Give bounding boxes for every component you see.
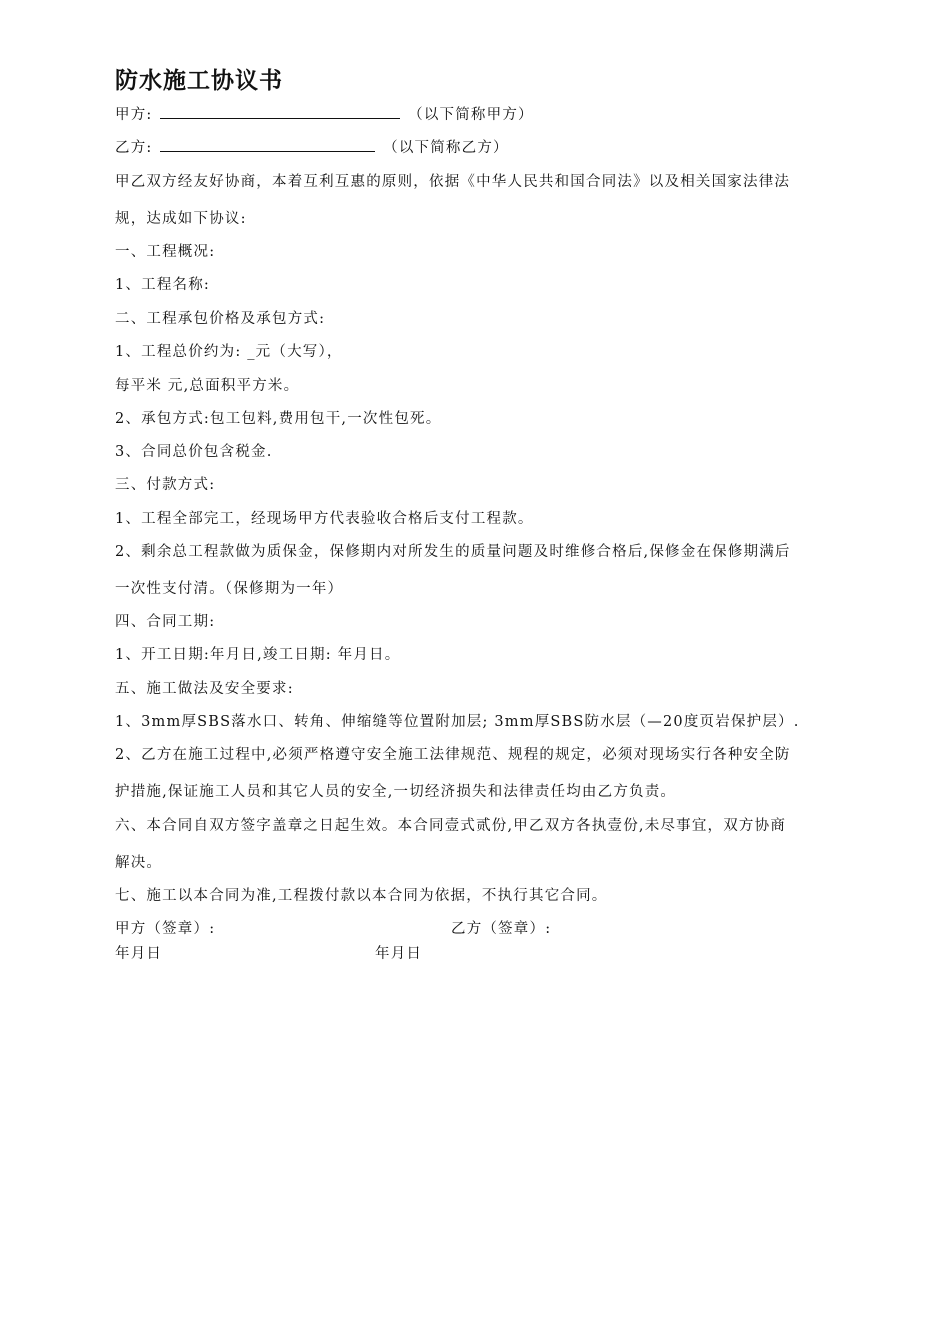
section-3-item-1: 1、工程全部完工，经现场甲方代表验收合格后支付工程款。	[115, 511, 534, 527]
section-3-heading: 三、付款方式:	[115, 477, 216, 493]
section-2-item-1: 1、工程总价约为: _元（大写），	[115, 344, 343, 360]
section-2-item-2: 2、承包方式:包工包料,费用包干,一次性包死。	[115, 411, 442, 427]
section-5-item-2a: 2、乙方在施工过程中,必须严格遵守安全施工法律规范、规程的规定，必须对现场实行各种安全防	[115, 747, 791, 763]
party-b-date: 年月日	[375, 946, 423, 962]
party-b-signature-label: 乙方（签章）:	[451, 921, 552, 937]
document-title: 防水施工协议书	[115, 67, 283, 94]
section-4-item-1: 1、开工日期:年月日,竣工日期: 年月日。	[115, 647, 401, 663]
party-a-line	[115, 103, 534, 124]
section-3-item-2a: 2、剩余总工程款做为质保金，保修期内对所发生的质量问题及时维修合格后,保修金在保修期满后	[115, 544, 791, 560]
party-b-line	[115, 136, 509, 157]
section-6-line-a: 六、本合同自双方签字盖章之日起生效。本合同壹式贰份,甲乙双方各执壹份,未尽事宜，双方协商	[115, 818, 787, 834]
party-a-suffix: （以下简称甲方）	[408, 107, 534, 123]
section-7: 七、施工以本合同为准,工程拨付款以本合同为依据，不执行其它合同。	[115, 888, 608, 904]
party-a-date: 年月日	[115, 946, 163, 962]
section-2-heading: 二、工程承包价格及承包方式:	[115, 311, 326, 327]
section-2-item-1b: 每平米 元,总面积平方米。	[115, 378, 300, 394]
section-4-heading: 四、合同工期:	[115, 614, 216, 630]
party-b-suffix: （以下简称乙方）	[383, 140, 509, 156]
section-2-item-3: 3、合同总价包含税金.	[115, 444, 273, 460]
section-1-item-1: 1、工程名称:	[115, 277, 211, 293]
section-5-item-2b: 护措施,保证施工人员和其它人员的安全,一切经济损失和法律责任均由乙方负责。	[115, 784, 677, 800]
party-a-blank	[160, 105, 400, 119]
section-5-heading: 五、施工做法及安全要求:	[115, 681, 294, 697]
section-1-heading: 一、工程概况:	[115, 244, 216, 260]
section-3-item-2b: 一次性支付清。（保修期为一年）	[115, 581, 344, 597]
party-a-label: 甲方:	[115, 107, 153, 123]
section-6-line-b: 解决。	[115, 855, 163, 871]
party-a-signature-label: 甲方（签章）:	[115, 921, 216, 937]
party-b-label: 乙方:	[115, 140, 153, 156]
party-b-blank	[160, 138, 375, 152]
intro-line-1: 甲乙双方经友好协商，本着互利互惠的原则，依据《中华人民共和国合同法》以及相关国家法律法	[115, 174, 791, 190]
intro-line-2: 规，达成如下协议:	[115, 211, 247, 227]
section-5-item-1: 1、3mm厚SBS落水口、转角、伸缩缝等位置附加层; 3mm厚SBS防水层（—20度页岩保护层）.	[115, 714, 800, 730]
